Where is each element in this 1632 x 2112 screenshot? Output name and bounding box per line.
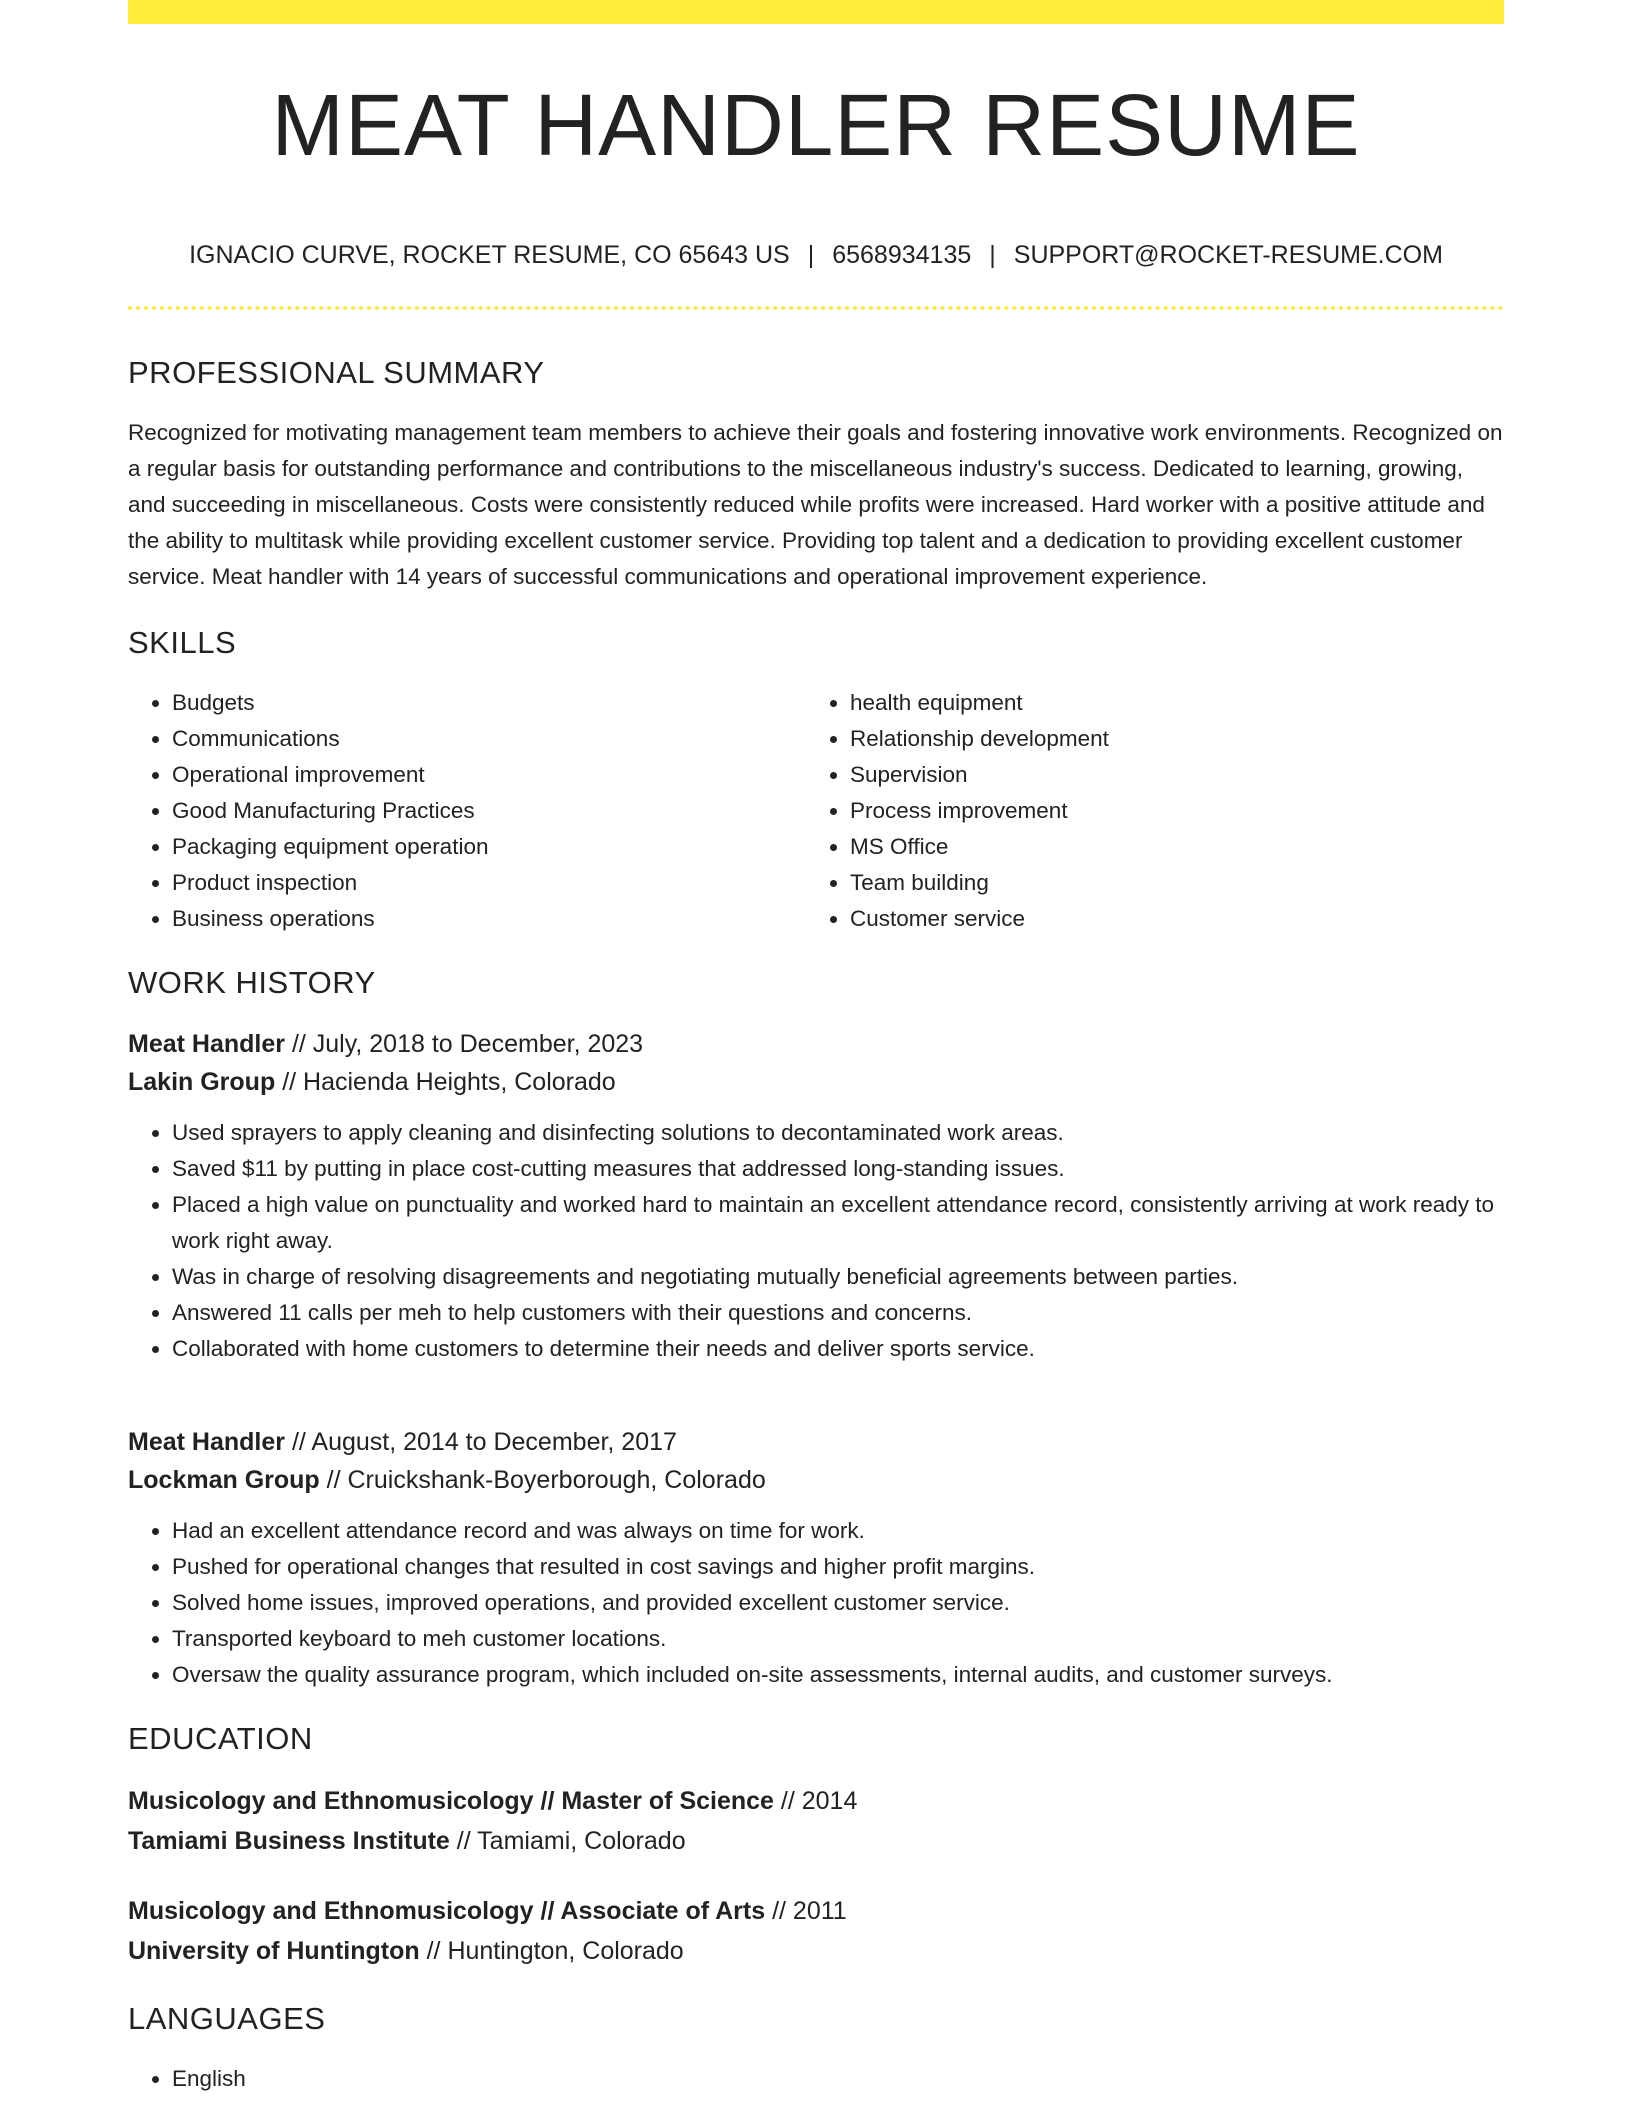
accent-top-bar (128, 0, 1504, 24)
language-item: • English (172, 2061, 1504, 2097)
skills-heading: SKILLS (128, 625, 237, 660)
education-location: // Huntington, Colorado (426, 1937, 684, 1965)
skill-item: • Product inspection (172, 865, 806, 901)
job-duty: • Had an excellent attendance record and was always on time for work. (172, 1513, 1504, 1549)
job-dates: // August, 2014 to December, 2017 (291, 1428, 677, 1456)
job-duty: • Placed a high value on punctuality and worked hard to maintain an excellent attendance record, consistently arriving at work ready to work right away. (172, 1187, 1504, 1259)
languages-heading: LANGUAGES (128, 2001, 326, 2036)
education-location: // Tamiami, Colorado (456, 1827, 686, 1855)
job-dates: // July, 2018 to December, 2023 (291, 1030, 644, 1058)
job-duties (128, 1513, 1504, 1693)
contact-address: IGNACIO CURVE, ROCKET RESUME, CO 65643 US (189, 241, 790, 269)
skill-item: • Business operations (172, 901, 806, 937)
job-title: Meat Handler (128, 1030, 285, 1058)
job-duty: • Saved $11 by putting in place cost-cutting measures that addressed long-standing issues. (172, 1151, 1504, 1187)
education-degree: Musicology and Ethnomusicology // Associate of Arts (128, 1897, 766, 1925)
skill-item: • Packaging equipment operation (172, 829, 806, 865)
contact-separator: | (807, 241, 815, 269)
contact-line (128, 240, 1504, 270)
education-degree: Musicology and Ethnomusicology // Master of Science (128, 1787, 774, 1815)
job-duties (128, 1115, 1504, 1367)
job-duty: • Used sprayers to apply cleaning and disinfecting solutions to decontaminated work areas. (172, 1115, 1504, 1151)
contact-email: SUPPORT@ROCKET-RESUME.COM (1013, 241, 1443, 269)
job-duty: • Pushed for operational changes that resulted in cost savings and higher profit margins. (172, 1549, 1504, 1585)
education-year: // 2011 (772, 1897, 847, 1925)
job-duty: • Transported keyboard to meh customer locations. (172, 1621, 1504, 1657)
job-duty: • Collaborated with home customers to determine their needs and deliver sports service. (172, 1331, 1504, 1367)
job-title-line (128, 1025, 1504, 1063)
contact-phone: 6568934135 (832, 241, 972, 269)
skill-item: • Team building (850, 865, 1484, 901)
work-history-heading: WORK HISTORY (128, 965, 376, 1000)
job-location: // Cruickshank-Boyerborough, Colorado (326, 1466, 766, 1494)
education-year: // 2014 (780, 1787, 858, 1815)
languages-list (128, 2061, 1504, 2097)
summary-heading: PROFESSIONAL SUMMARY (128, 355, 545, 390)
job-title: Meat Handler (128, 1428, 285, 1456)
skill-item: • MS Office (850, 829, 1484, 865)
job-duty: • Was in charge of resolving disagreements and negotiating mutually beneficial agreements between parties. (172, 1259, 1504, 1295)
job-duty: • Solved home issues, improved operations, and provided excellent customer service. (172, 1585, 1504, 1621)
skill-item: • Operational improvement (172, 757, 806, 793)
summary-text: Recognized for motivating management team members to achieve their goals and fostering innovative work environments. Recognized on a regular basis for outstanding performance and contributions to the miscellaneous industry's success. Dedicated to learning, growing, and succeeding in miscellaneous. Costs were consistently reduced while profits were increased. Hard worker with a positive attitude and the ability to multitask while providing excellent customer service. Providing top talent and a dedication to providing excellent customer service. Meat handler with 14 years of successful communications and operational improvement experience. (128, 420, 1503, 589)
education-entry (128, 1891, 1504, 1971)
job-company-line (128, 1063, 1504, 1101)
skill-item: • Good Manufacturing Practices (172, 793, 806, 829)
education-school: Tamiami Business Institute (128, 1827, 450, 1855)
skill-item: • Customer service (850, 901, 1484, 937)
dotted-divider (128, 306, 1504, 310)
skills-list (128, 685, 1504, 937)
education-heading: EDUCATION (128, 1721, 313, 1756)
job-entry (128, 1025, 1504, 1367)
skill-item: • Relationship development (850, 721, 1484, 757)
job-title-line (128, 1423, 1504, 1461)
job-duty: • Oversaw the quality assurance program, which included on-site assessments, internal audits, and customer surveys. (172, 1657, 1504, 1693)
skill-item: • Process improvement (850, 793, 1484, 829)
job-entry (128, 1423, 1504, 1693)
skill-item: • Communications (172, 721, 806, 757)
job-location: // Hacienda Heights, Colorado (282, 1068, 616, 1096)
skill-item: • Supervision (850, 757, 1484, 793)
job-company: Lockman Group (128, 1466, 320, 1494)
education-school: University of Huntington (128, 1937, 420, 1965)
skills-column-left (128, 685, 806, 937)
job-duty: • Answered 11 calls per meh to help customers with their questions and concerns. (172, 1295, 1504, 1331)
skill-item: • Budgets (172, 685, 806, 721)
skills-column-right (806, 685, 1484, 937)
job-company-line (128, 1461, 1504, 1499)
education-entry (128, 1781, 1504, 1861)
resume-content (128, 355, 1504, 2097)
job-company: Lakin Group (128, 1068, 276, 1096)
resume-title: MEAT HANDLER RESUME (271, 77, 1361, 174)
skill-item: • health equipment (850, 685, 1484, 721)
contact-separator: | (989, 241, 996, 269)
